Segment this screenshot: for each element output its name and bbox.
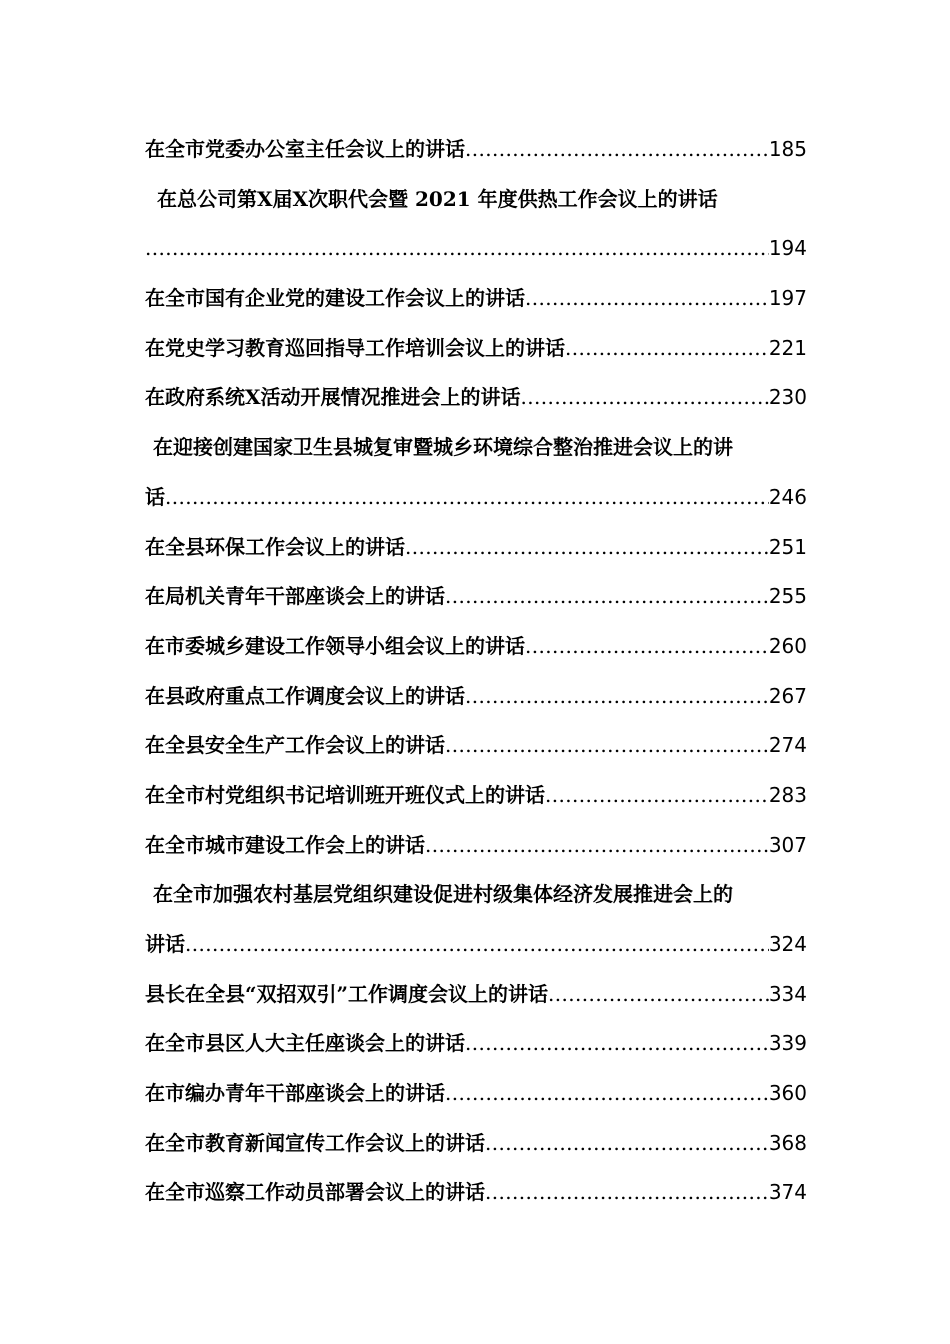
dot-leader bbox=[521, 376, 769, 418]
toc-entry[interactable] bbox=[145, 227, 807, 277]
toc-entry-title-continued: 讲话 bbox=[145, 932, 185, 956]
toc-entry-title: 在局机关青年干部座谈会上的讲话 bbox=[145, 584, 445, 609]
dot-leader bbox=[548, 973, 769, 1015]
dot-leader bbox=[145, 227, 769, 269]
dot-leader bbox=[465, 1022, 769, 1064]
toc-entry-title-line[interactable] bbox=[145, 426, 807, 476]
toc-entry-title: 在全市加强农村基层党组织建设促进村级集体经济发展推进会上的 bbox=[153, 882, 733, 907]
toc-entry-page: 283 bbox=[768, 782, 807, 807]
dot-leader bbox=[545, 774, 769, 816]
toc-entry-title: 在全县安全生产工作会议上的讲话 bbox=[145, 733, 445, 758]
toc-entry-page: 246 bbox=[768, 484, 807, 509]
toc-entry[interactable] bbox=[145, 1171, 807, 1221]
toc-entry-page: 260 bbox=[768, 633, 807, 658]
toc-entry[interactable] bbox=[145, 128, 807, 178]
toc-entry-title: 在全市村党组织书记培训班开班仪式上的讲话 bbox=[145, 782, 545, 807]
toc-entry-title: 在全市国有企业党的建设工作会议上的讲话 bbox=[145, 286, 525, 311]
dot-leader bbox=[525, 625, 769, 667]
toc-entry[interactable] bbox=[145, 675, 807, 725]
dot-leader bbox=[525, 277, 769, 319]
toc-entry-page: 324 bbox=[768, 932, 807, 956]
toc-entry[interactable] bbox=[145, 376, 807, 426]
toc-entry[interactable] bbox=[145, 277, 807, 327]
dot-leader bbox=[565, 327, 769, 369]
dot-leader bbox=[405, 526, 769, 568]
toc-entry[interactable] bbox=[145, 575, 807, 625]
toc-entry-page: 221 bbox=[768, 335, 807, 360]
toc-entry-page: 360 bbox=[768, 1081, 807, 1106]
toc-entry-page: 255 bbox=[768, 584, 807, 609]
toc-entry-page: 185 bbox=[768, 137, 807, 161]
toc-entry[interactable] bbox=[145, 625, 807, 675]
toc-entry-title: 在全市教育新闻宣传工作会议上的讲话 bbox=[145, 1130, 485, 1155]
toc-entry[interactable] bbox=[145, 1072, 807, 1122]
toc-entry-title: 在全市党委办公室主任会议上的讲话 bbox=[145, 137, 465, 161]
toc-entry-title-continued: 话 bbox=[145, 484, 165, 509]
toc-entry[interactable] bbox=[145, 923, 807, 973]
toc-entry-title: 在政府系统Ⅹ活动开展情况推进会上的讲话 bbox=[145, 385, 521, 410]
toc-entry-title: 在总公司第Ⅹ届Ⅹ次职代会暨 2021 年度供热工作会议上的讲话 bbox=[157, 186, 718, 211]
toc-entry[interactable] bbox=[145, 526, 807, 576]
toc-entry[interactable] bbox=[145, 824, 807, 874]
toc-entry-page: 194 bbox=[768, 236, 807, 261]
dot-leader bbox=[485, 1122, 769, 1164]
dot-leader bbox=[485, 1171, 769, 1213]
toc-entry-title: 在市编办青年干部座谈会上的讲话 bbox=[145, 1081, 445, 1106]
dot-leader bbox=[165, 476, 769, 518]
toc-entry-page: 267 bbox=[768, 683, 807, 708]
toc-entry[interactable] bbox=[145, 327, 807, 377]
dot-leader bbox=[445, 724, 769, 766]
toc-entry-title: 县长在全县“双招双引”工作调度会议上的讲话 bbox=[145, 981, 549, 1006]
toc-entry-title-line[interactable] bbox=[145, 178, 807, 228]
dot-leader bbox=[445, 575, 769, 617]
toc-entry[interactable] bbox=[145, 476, 807, 526]
toc-entry-page: 197 bbox=[768, 286, 807, 311]
toc-entry-title: 在县政府重点工作调度会议上的讲话 bbox=[145, 683, 465, 708]
toc-entry-page: 374 bbox=[768, 1180, 807, 1205]
toc-entry-page: 339 bbox=[768, 1031, 807, 1056]
toc-entry-page: 307 bbox=[768, 832, 807, 857]
dot-leader bbox=[185, 923, 769, 965]
dot-leader bbox=[465, 128, 769, 170]
dot-leader bbox=[445, 1072, 769, 1114]
toc-entry-page: 251 bbox=[768, 534, 807, 559]
toc-entry-title: 在迎接创建国家卫生县城复审暨城乡环境综合整治推进会议上的讲 bbox=[153, 435, 733, 460]
toc-entry-title-line[interactable] bbox=[145, 873, 807, 923]
toc-entry-page: 368 bbox=[768, 1130, 807, 1155]
toc-entry[interactable] bbox=[145, 973, 807, 1023]
toc-entry[interactable] bbox=[145, 724, 807, 774]
toc-entry-title: 在全县环保工作会议上的讲话 bbox=[145, 534, 405, 559]
toc-entry-title: 在全市县区人大主任座谈会上的讲话 bbox=[145, 1031, 465, 1056]
toc-entry-title: 在全市城市建设工作会上的讲话 bbox=[145, 832, 425, 857]
toc-entry-page: 274 bbox=[768, 733, 807, 758]
dot-leader bbox=[465, 675, 769, 717]
toc-entry-title: 在党史学习教育巡回指导工作培训会议上的讲话 bbox=[145, 335, 565, 360]
toc-entry-page: 334 bbox=[768, 981, 807, 1006]
toc-entry-title: 在全市巡察工作动员部署会议上的讲话 bbox=[145, 1180, 485, 1205]
toc-entry[interactable] bbox=[145, 1022, 807, 1072]
toc-entry-title: 在市委城乡建设工作领导小组会议上的讲话 bbox=[145, 633, 525, 658]
toc-entry[interactable] bbox=[145, 774, 807, 824]
table-of-contents bbox=[145, 128, 807, 1221]
toc-entry-page: 230 bbox=[768, 385, 807, 410]
dot-leader bbox=[425, 824, 769, 866]
toc-entry[interactable] bbox=[145, 1122, 807, 1172]
